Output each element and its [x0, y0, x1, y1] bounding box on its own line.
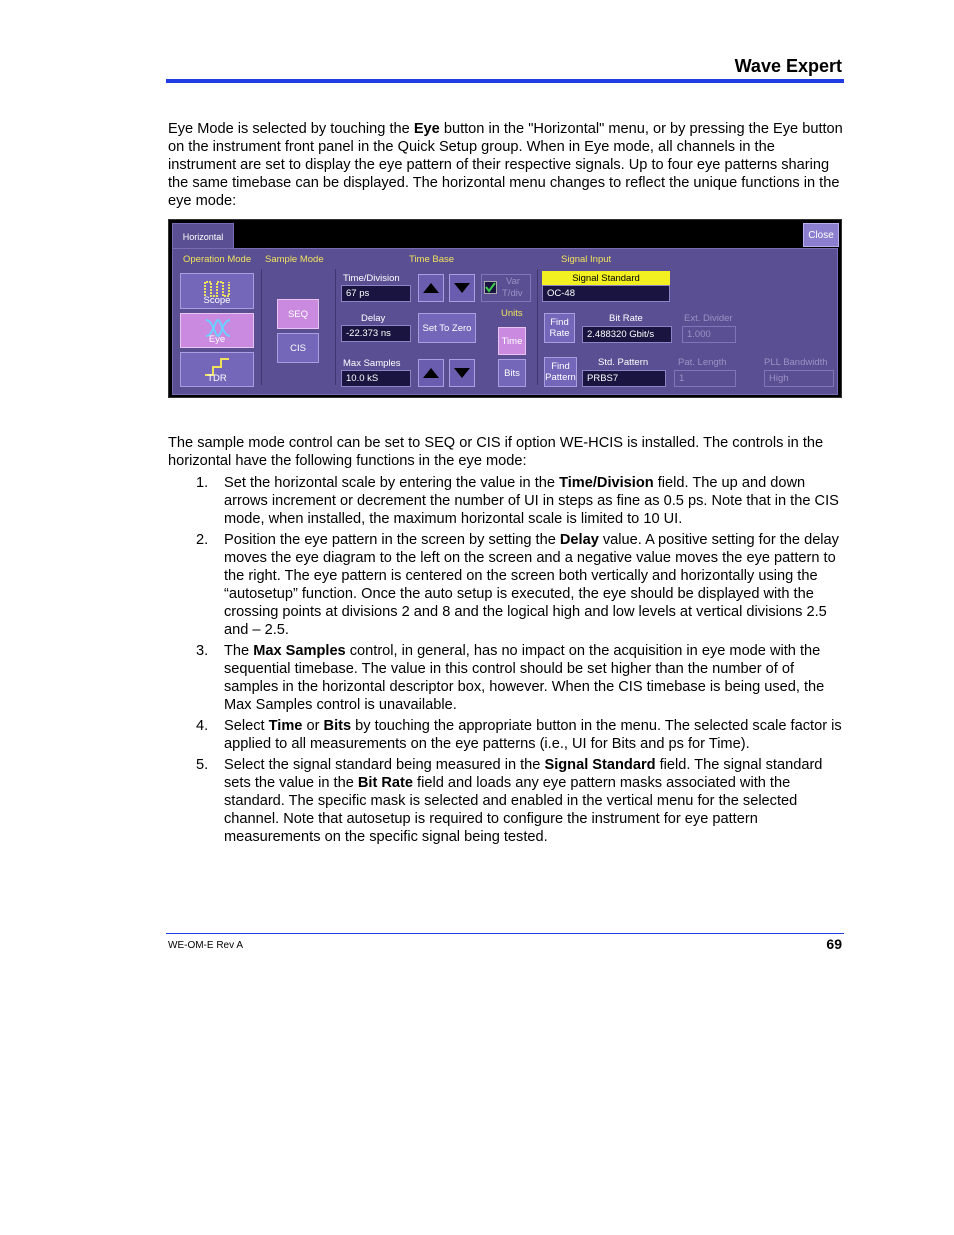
- menu-body: [172, 248, 838, 395]
- list-item: 1. Set the horizontal scale by entering the value in the Time/Division field. The up and down arrows increment or decrement the number of UI in steps as fine as 0.5 ps. Note that in the CIS mode, when installed, the maximum horizontal scale is limited to 10 UI.: [196, 475, 839, 527]
- var-label: Var: [506, 276, 521, 287]
- eye-mode-instructions-list: [168, 474, 848, 849]
- find-pattern-button[interactable]: [544, 357, 577, 387]
- find-rate-text: Find Rate: [549, 317, 570, 339]
- list-item: 2. Position the eye pattern in the screen by setting the Delay value. A positive setting for the delay moves the eye diagram to the left on the screen and a negative value moves the eye pattern to the right. The eye pattern is centered on the screen both vertically and horizontally using the “autosetup” function. Once the auto setup is executed, the eye should be displayed with the crossing points at divisions 2 and 8 and the logical high and low levels at vertical divisions 2.5 and – 2.5.: [196, 532, 839, 638]
- var-tdiv-toggle[interactable]: [481, 274, 531, 302]
- units-bits-button[interactable]: Bits: [498, 359, 526, 387]
- max-samples-label: Max Samples: [343, 358, 401, 369]
- eye-mode-button[interactable]: [180, 313, 254, 348]
- signal-standard-header: Signal Standard: [542, 271, 670, 285]
- header-rule: [166, 79, 844, 83]
- delay-label: Delay: [361, 313, 386, 324]
- ext-divider-field: 1.000: [682, 326, 736, 343]
- arrow-up-icon: [422, 367, 440, 379]
- units-label: Units: [501, 308, 523, 319]
- cis-button[interactable]: CIS: [277, 333, 319, 363]
- horizontal-menu-screenshot: [168, 219, 842, 398]
- ext-divider-label: Ext. Divider: [684, 313, 733, 324]
- document-revision: WE-OM-E Rev A: [168, 940, 244, 951]
- sample-mode-paragraph: The sample mode control can be set to SEQ or CIS if option WE-HCIS is installed. The controls in the horizontal have the following functions in the eye mode:: [168, 435, 824, 469]
- intro-paragraph: Eye Mode is selected by touching the Eye button in the "Horizontal" menu, or by pressing the Eye button on the instrument front panel in the Quick Setup group. When in Eye mode, all channels in the instrument are set to display the eye pattern of their respective signals. Up to four eye patterns sharing the same timebase can be displayed. The horizontal menu changes to reflect the unique functions in the eye mode:: [168, 121, 843, 209]
- time-division-down-button[interactable]: [449, 274, 475, 302]
- separator: [335, 269, 336, 385]
- list-item: 5. Select the signal standard being measured in the Signal Standard field. The signal standard sets the value in the Bit Rate field and loads any eye pattern masks associated with the standard. The specific mask is selected and enabled in the vertical menu for the selected channel. Note that autosetup is required to configure the instrument for eye pattern measurements on the specific signal being tested.: [196, 757, 823, 845]
- arrow-down-icon: [453, 282, 471, 294]
- footer-rule: [166, 933, 844, 934]
- time-division-up-button[interactable]: [418, 274, 444, 302]
- checkbox-checked-icon: [484, 281, 497, 294]
- pat-length-label: Pat. Length: [678, 357, 727, 368]
- scope-mode-button[interactable]: [180, 273, 254, 309]
- max-samples-up-button[interactable]: [418, 359, 444, 387]
- bit-rate-label: Bit Rate: [609, 313, 643, 324]
- scope-label: Scope: [203, 295, 231, 306]
- std-pattern-field[interactable]: PRBS7: [582, 370, 666, 387]
- pll-bandwidth-field: High: [764, 370, 834, 387]
- time-base-label: Time Base: [409, 254, 455, 265]
- bit-rate-field[interactable]: 2.488320 Gbit/s: [582, 326, 672, 343]
- sample-mode-label: Sample Mode: [265, 254, 324, 265]
- find-rate-button[interactable]: [544, 313, 575, 343]
- eye-label: Eye: [208, 334, 226, 345]
- separator: [261, 269, 262, 385]
- separator: [537, 269, 538, 385]
- close-button[interactable]: Close: [803, 223, 839, 247]
- std-pattern-label: Std. Pattern: [598, 357, 649, 368]
- max-samples-field[interactable]: 10.0 kS: [341, 370, 411, 387]
- time-division-label: Time/Division: [343, 273, 400, 284]
- delay-field[interactable]: -22.373 ns: [341, 325, 411, 342]
- seq-button[interactable]: SEQ: [277, 299, 319, 329]
- signal-input-label: Signal Input: [561, 254, 612, 265]
- tdr-label: TDR: [207, 373, 227, 384]
- signal-standard-field[interactable]: OC-48: [542, 285, 670, 302]
- time-division-field[interactable]: 67 ps: [341, 285, 411, 302]
- units-time-button[interactable]: Time: [498, 327, 526, 355]
- arrow-up-icon: [422, 282, 440, 294]
- page-header-title: Wave Expert: [734, 56, 842, 76]
- max-samples-down-button[interactable]: [449, 359, 475, 387]
- set-to-zero-button[interactable]: Set To Zero: [418, 313, 476, 343]
- tdr-mode-button[interactable]: [180, 352, 254, 387]
- arrow-down-icon: [453, 367, 471, 379]
- tdiv-label: T/div: [502, 288, 523, 299]
- page-number: 69: [826, 936, 842, 952]
- list-item: 3. The Max Samples control, in general, has no impact on the acquisition in eye mode with the sequential timebase. The value in this control should be set higher than the number of of samples in the horizontal descriptor box, however. When the CIS timebase is being used, the Max Samples control is unavailable.: [196, 643, 825, 713]
- find-pattern-text: Find Pattern: [545, 361, 576, 383]
- pll-bandwidth-label: PLL Bandwidth: [764, 357, 828, 368]
- list-item: 4. Select Time or Bits by touching the appropriate button in the menu. The selected scale factor is applied to all measurements on the eye patterns (i.e., UI for Bits and ps for Time).: [196, 718, 842, 752]
- pat-length-field: 1: [674, 370, 736, 387]
- operation-mode-label: Operation Mode: [183, 254, 252, 265]
- tab-horizontal[interactable]: Horizontal: [172, 223, 234, 249]
